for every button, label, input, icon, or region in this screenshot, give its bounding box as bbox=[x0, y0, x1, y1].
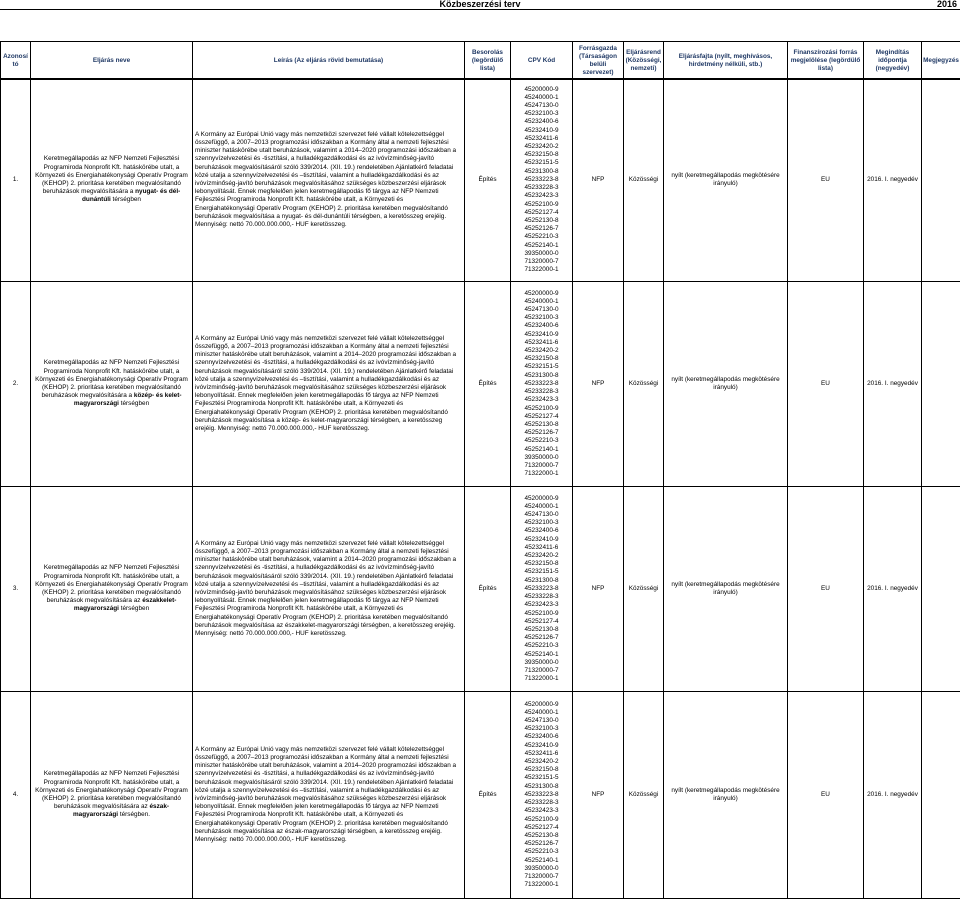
cpv-code: 45232150-8 bbox=[524, 560, 559, 568]
cpv-code: 45240000-1 bbox=[524, 502, 559, 510]
row-type: nyílt (keretmegállapodás megkötésére irányuló) bbox=[664, 282, 788, 487]
cpv-code: 45252100-9 bbox=[524, 815, 559, 823]
document-year: 2016 bbox=[936, 0, 957, 9]
row-name-suffix: térségben bbox=[118, 400, 150, 408]
cpv-code: 45233228-3 bbox=[524, 593, 559, 601]
row-name-suffix: térségben. bbox=[118, 811, 151, 819]
cpv-code: 45232411-6 bbox=[524, 338, 559, 346]
row-description: A Kormány az Európai Unió vagy más nemzetközi szervezet felé vállalt kötelezettséggel összefüggő, a 2007‒2013 programozási időszakban a Kormány által a nemzeti fejlesztési miniszter hatáskörébe utalt beruházások, valamint a 2014‒2020 programozási időszakban a szennyvízelvezetési és -tisztítási, a hulladékgazdálkodási és az ivóvízminőség-javító beruházások megvalósításáról szóló 339/2014. (XII. 19.) rendeletében Ajánlatkérő feladatai közé utalja a szennyvízelvezetési és –tisztítási, valamint a hulladékgazdálkodási és az ivóvízminőség-javító beruházások megvalósításához szükséges közbeszerzési eljárások lebonyolítását. Ennek megfelelően jelen keretmegállapodás fő tárgya az NFP Nemzeti Fejlesztési Programiroda Nonprofit Kft. hatáskörébe utalt, a Környezeti és Energiahatékonysági Operatív Program (KEHOP) 2. prioritása keretében megvalósítandó beruházások megvalósítása az észak-magyarországi térségben, a keretösszeg erejéig. Mennyiség: nettó 70.000.000.000,- HUF keretösszeg. bbox=[193, 692, 465, 899]
cpv-code: 45232411-6 bbox=[524, 134, 559, 142]
row-name bbox=[31, 487, 193, 692]
cpv-code: 45232410-9 bbox=[524, 330, 559, 338]
row-name-text: Keretmegállapodás az NFP Nemzeti Fejlesztési Programiroda Nonprofit Kft. hatáskörébe utalt, a Környezeti és Energiahatékonysági Operatív Program (KEHOP) 2. prioritása keretében megvalósítandó beruházások megvalósítására az bbox=[35, 564, 188, 605]
cpv-code: 45252140-1 bbox=[524, 445, 559, 453]
cpv-code: 45247130-0 bbox=[524, 511, 559, 519]
cpv-code: 45252126-7 bbox=[524, 634, 559, 642]
cpv-code: 45232150-8 bbox=[524, 766, 559, 774]
cpv-code: 45231300-8 bbox=[524, 371, 559, 379]
cpv-code: 45252126-7 bbox=[524, 840, 559, 848]
row-note bbox=[922, 692, 960, 899]
cpv-code: 45231300-8 bbox=[524, 167, 559, 175]
cpv-code: 45232150-8 bbox=[524, 355, 559, 363]
row-start: 2016. I. negyedév bbox=[864, 282, 922, 487]
cpv-code: 45252127-4 bbox=[524, 208, 559, 216]
cpv-code: 45252210-3 bbox=[524, 848, 559, 856]
cpv-code: 45200000-9 bbox=[524, 494, 559, 502]
cpv-code: 45233228-3 bbox=[524, 799, 559, 807]
row-class: Építés bbox=[465, 692, 511, 899]
cpv-code: 45233228-3 bbox=[524, 184, 559, 192]
row-type: nyílt (keretmegállapodás megkötésére irányuló) bbox=[664, 692, 788, 899]
cpv-code: 71320000-7 bbox=[524, 872, 559, 880]
row-fund: EU bbox=[788, 692, 864, 899]
row-class: Építés bbox=[465, 487, 511, 692]
table-row bbox=[1, 487, 960, 692]
row-class: Építés bbox=[465, 282, 511, 487]
row-start: 2016. I. negyedév bbox=[864, 692, 922, 899]
cpv-code: 45232100-3 bbox=[524, 725, 559, 733]
row-start: 2016. I. negyedév bbox=[864, 487, 922, 692]
table-row bbox=[1, 282, 960, 487]
cpv-code: 45233228-3 bbox=[524, 388, 559, 396]
cpv-code: 45232411-6 bbox=[524, 749, 559, 757]
cpv-code: 71322000-1 bbox=[524, 266, 559, 274]
table-row bbox=[1, 79, 960, 282]
row-name-text: Keretmegállapodás az NFP Nemzeti Fejlesztési Programiroda Nonprofit Kft. hatáskörébe utalt, a Környezeti és Energiahatékonysági Operatív Program (KEHOP) 2. prioritása keretében megvalósítandó beruházások megvalósítására a bbox=[35, 359, 188, 400]
cpv-code: 45232423-3 bbox=[524, 601, 559, 609]
header-type: Eljárásfajta (nyílt, meghívásos, hirdetmény nélküli, stb.) bbox=[664, 42, 788, 80]
cpv-code: 45232100-3 bbox=[524, 110, 559, 118]
row-cpv-codes bbox=[511, 487, 573, 692]
row-name-region: északkelet-magyarországi bbox=[73, 597, 177, 613]
cpv-code: 45252127-4 bbox=[524, 823, 559, 831]
row-source: NFP bbox=[573, 282, 624, 487]
row-note bbox=[922, 79, 960, 282]
cpv-code: 45233223-8 bbox=[524, 584, 559, 592]
cpv-code: 45247130-0 bbox=[524, 306, 559, 314]
cpv-code: 45232151-5 bbox=[524, 774, 559, 782]
row-name-suffix: térségben bbox=[110, 196, 141, 204]
table-row bbox=[1, 692, 960, 899]
row-order: Közösségi bbox=[624, 487, 664, 692]
row-id: 1. bbox=[1, 79, 31, 282]
row-name bbox=[31, 282, 193, 487]
header-start: Megindítás időpontja (negyedév) bbox=[864, 42, 922, 80]
row-source: NFP bbox=[573, 79, 624, 282]
procurement-table bbox=[0, 78, 960, 899]
cpv-code: 71322000-1 bbox=[524, 881, 559, 889]
row-name-text: Keretmegállapodás az NFP Nemzeti Fejlesztési Programiroda Nonprofit Kft. hatáskörébe utalt, a Környezeti és Energiahatékonysági Operatív Program (KEHOP) 2. prioritása keretében megvalósítandó beruházások megvalósítására a bbox=[35, 155, 188, 196]
row-description: A Kormány az Európai Unió vagy más nemzetközi szervezet felé vállalt kötelezettséggel összefüggő, a 2007‒2013 programozási időszakban a Kormány által a nemzeti fejlesztési miniszter hatáskörébe utalt beruházások, valamint a 2014‒2020 programozási időszakban a szennyvízelvezetési és -tisztítási, a hulladékgazdálkodási és az ivóvízminőség-javító beruházások megvalósításáról szóló 339/2014. (XII. 19.) rendeletében Ajánlatkérő feladatai közé utalja a szennyvízelvezetési és –tisztítási, valamint a hulladékgazdálkodási és az ivóvízminőség-javító beruházások megvalósításához szükséges közbeszerzési eljárások lebonyolítását. Ennek megfelelően jelen keretmegállapodás fő tárgya az NFP Nemzeti Fejlesztési Programiroda Nonprofit Kft. hatáskörébe utalt, a Környezeti és Energiahatékonysági Operatív Program (KEHOP) 2. prioritása keretében megvalósítandó beruházások megvalósítása az északkelet-magyarországi térségben, a keretösszeg erejéig. Mennyiség: nettó 70.000.000.000,- HUF keretösszeg. bbox=[193, 487, 465, 692]
row-cpv-codes bbox=[511, 692, 573, 899]
cpv-code: 45240000-1 bbox=[524, 93, 559, 101]
row-order: Közösségi bbox=[624, 282, 664, 487]
cpv-code: 71322000-1 bbox=[524, 675, 559, 683]
cpv-code: 45252126-7 bbox=[524, 225, 559, 233]
cpv-code: 45252100-9 bbox=[524, 200, 559, 208]
cpv-code: 45252210-3 bbox=[524, 233, 559, 241]
header-source: Forrásgazda (Társaságon belüli szervezet) bbox=[573, 42, 624, 80]
row-cpv-codes bbox=[511, 79, 573, 282]
cpv-code: 45232410-9 bbox=[524, 741, 559, 749]
cpv-code: 45200000-9 bbox=[524, 85, 559, 93]
cpv-code: 45232151-5 bbox=[524, 568, 559, 576]
row-note bbox=[922, 282, 960, 487]
row-name-region: nyugat- és dél-dunántúli bbox=[82, 188, 181, 204]
row-name-suffix: térségben bbox=[118, 605, 150, 613]
row-order: Közösségi bbox=[624, 692, 664, 899]
cpv-code: 45252130-8 bbox=[524, 216, 559, 224]
cpv-code: 45252100-9 bbox=[524, 609, 559, 617]
row-name bbox=[31, 79, 193, 282]
cpv-code: 39350000-0 bbox=[524, 658, 559, 666]
cpv-code: 45232400-6 bbox=[524, 527, 559, 535]
row-order: Közösségi bbox=[624, 79, 664, 282]
cpv-code: 45232100-3 bbox=[524, 519, 559, 527]
cpv-code: 45233223-8 bbox=[524, 379, 559, 387]
row-name-text: Keretmegállapodás az NFP Nemzeti Fejlesztési Programiroda Nonprofit Kft. hatáskörébe utalt, a Környezeti és Energiahatékonysági Operatív Program (KEHOP) 2. prioritása keretében megvalósítandó beruházások megvalósítására az bbox=[35, 770, 188, 811]
cpv-code: 45252210-3 bbox=[524, 642, 559, 650]
cpv-code: 45232410-9 bbox=[524, 126, 559, 134]
cpv-code: 45232400-6 bbox=[524, 733, 559, 741]
cpv-code: 45232411-6 bbox=[524, 543, 559, 551]
cpv-code: 71322000-1 bbox=[524, 470, 559, 478]
cpv-code: 45240000-1 bbox=[524, 297, 559, 305]
cpv-code: 45252140-1 bbox=[524, 241, 559, 249]
header-fund: Finanszírozási forrás megjelölése (legördülő lista) bbox=[788, 42, 864, 80]
header-class: Besorolás (legördülő lista) bbox=[465, 42, 511, 80]
cpv-code: 45232400-6 bbox=[524, 118, 559, 126]
cpv-code: 71320000-7 bbox=[524, 461, 559, 469]
row-id: 3. bbox=[1, 487, 31, 692]
cpv-code: 45231300-8 bbox=[524, 782, 559, 790]
cpv-code: 45247130-0 bbox=[524, 102, 559, 110]
row-id: 4. bbox=[1, 692, 31, 899]
cpv-code: 71320000-7 bbox=[524, 257, 559, 265]
header-name: Eljárás neve bbox=[31, 42, 193, 80]
cpv-code: 45232151-5 bbox=[524, 159, 559, 167]
header-order: Eljárásrend (Közösségi, nemzeti) bbox=[624, 42, 664, 80]
cpv-code: 45252130-8 bbox=[524, 625, 559, 633]
cpv-code: 45232423-3 bbox=[524, 807, 559, 815]
row-class: Építés bbox=[465, 79, 511, 282]
header-note: Megjegyzés bbox=[922, 42, 960, 80]
cpv-code: 39350000-0 bbox=[524, 453, 559, 461]
cpv-code: 45252140-1 bbox=[524, 856, 559, 864]
cpv-code: 45252127-4 bbox=[524, 617, 559, 625]
cpv-code: 45232423-3 bbox=[524, 192, 559, 200]
cpv-code: 45232150-8 bbox=[524, 151, 559, 159]
cpv-code: 45232420-2 bbox=[524, 758, 559, 766]
row-name-region: észak-magyarországi bbox=[72, 803, 170, 819]
row-description: A Kormány az Európai Unió vagy más nemzetközi szervezet felé vállalt kötelezettséggel összefüggő, a 2007‒2013 programozási időszakban a Kormány által a nemzeti fejlesztési miniszter hatáskörébe utalt beruházások, valamint a 2014‒2020 programozási időszakban a szennyvízelvezetési és -tisztítási, a hulladékgazdálkodási és az ivóvízminőség-javító beruházások megvalósításáról szóló 339/2014. (XII. 19.) rendeletében Ajánlatkérő feladatai közé utalja a szennyvízelvezetési és –tisztítási, valamint a hulladékgazdálkodási és az ivóvízminőség-javító beruházások megvalósításához szükséges közbeszerzési eljárások lebonyolítását. Ennek megfelelően jelen keretmegállapodás fő tárgya az NFP Nemzeti Fejlesztési Programiroda Nonprofit Kft. hatáskörébe utalt, a Környezeti és Energiahatékonysági Operatív Program (KEHOP) 2. prioritása keretében megvalósítandó beruházások megvalósítása a közép- és kelet-magyarországi térségben, a keretösszeg erejéig. Mennyiség: nettó 70.000.000.000,- HUF keretösszeg. bbox=[193, 282, 465, 487]
cpv-code: 45233223-8 bbox=[524, 790, 559, 798]
cpv-code: 45252130-8 bbox=[524, 831, 559, 839]
cpv-code: 39350000-0 bbox=[524, 864, 559, 872]
row-source: NFP bbox=[573, 692, 624, 899]
cpv-code: 45240000-1 bbox=[524, 708, 559, 716]
row-source: NFP bbox=[573, 487, 624, 692]
table-header bbox=[0, 41, 960, 80]
cpv-code: 45200000-9 bbox=[524, 289, 559, 297]
document-title: Közbeszerzési terv bbox=[439, 0, 521, 9]
cpv-code: 45252130-8 bbox=[524, 420, 559, 428]
row-fund: EU bbox=[788, 487, 864, 692]
cpv-code: 45232100-3 bbox=[524, 314, 559, 322]
cpv-code: 45232420-2 bbox=[524, 143, 559, 151]
cpv-code: 45232410-9 bbox=[524, 535, 559, 543]
cpv-code: 45252210-3 bbox=[524, 437, 559, 445]
cpv-code: 45232420-2 bbox=[524, 552, 559, 560]
cpv-code: 45252126-7 bbox=[524, 429, 559, 437]
title-bar bbox=[0, 0, 960, 10]
header-id: Azonosí tó bbox=[1, 42, 31, 80]
row-type: nyílt (keretmegállapodás megkötésére irányuló) bbox=[664, 79, 788, 282]
cpv-code: 45252127-4 bbox=[524, 412, 559, 420]
cpv-code: 45233223-8 bbox=[524, 175, 559, 183]
row-name-region: közép- és kelet-magyarországi bbox=[73, 392, 182, 408]
cpv-code: 45252100-9 bbox=[524, 404, 559, 412]
cpv-code: 45252140-1 bbox=[524, 650, 559, 658]
cpv-code: 71320000-7 bbox=[524, 666, 559, 674]
row-id: 2. bbox=[1, 282, 31, 487]
row-fund: EU bbox=[788, 282, 864, 487]
cpv-code: 45232420-2 bbox=[524, 347, 559, 355]
row-note bbox=[922, 487, 960, 692]
row-cpv-codes bbox=[511, 282, 573, 487]
row-type: nyílt (keretmegállapodás megkötésére irányuló) bbox=[664, 487, 788, 692]
row-name bbox=[31, 692, 193, 899]
row-fund: EU bbox=[788, 79, 864, 282]
cpv-code: 39350000-0 bbox=[524, 249, 559, 257]
cpv-code: 45232151-5 bbox=[524, 363, 559, 371]
cpv-code: 45232400-6 bbox=[524, 322, 559, 330]
cpv-code: 45247130-0 bbox=[524, 717, 559, 725]
row-description: A Kormány az Európai Unió vagy más nemzetközi szervezet felé vállalt kötelezettséggel összefüggő, a 2007‒2013 programozási időszakban a Kormány által a nemzeti fejlesztési miniszter hatáskörébe utalt beruházások, valamint a 2014‒2020 programozási időszakban a szennyvízelvezetési és -tisztítási, a hulladékgazdálkodási és az ivóvízminőség-javító beruházások megvalósításáról szóló 339/2014. (XII. 19.) rendeletében Ajánlatkérő feladatai közé utalja a szennyvízelvezetési és –tisztítási, valamint a hulladékgazdálkodási és az ivóvízminőség-javító beruházások megvalósításához szükséges közbeszerzési eljárások lebonyolítását. Ennek megfelelően jelen keretmegállapodás fő tárgya az NFP Nemzeti Fejlesztési Programiroda Nonprofit Kft. hatáskörébe utalt, a Környezeti és Energiahatékonysági Operatív Program (KEHOP) 2. prioritása keretében megvalósítandó beruházások megvalósítása a nyugat- és dél-dunántúli térségben, a keretösszeg erejéig. Mennyiség: nettó 70.000.000.000,- HUF keretösszeg. bbox=[193, 79, 465, 282]
row-start: 2016. I. negyedév bbox=[864, 79, 922, 282]
cpv-code: 45231300-8 bbox=[524, 576, 559, 584]
cpv-code: 45232423-3 bbox=[524, 396, 559, 404]
header-desc: Leírás (Az eljárás rövid bemutatása) bbox=[193, 42, 465, 80]
header-cpv: CPV Kód bbox=[511, 42, 573, 80]
cpv-code: 45200000-9 bbox=[524, 700, 559, 708]
